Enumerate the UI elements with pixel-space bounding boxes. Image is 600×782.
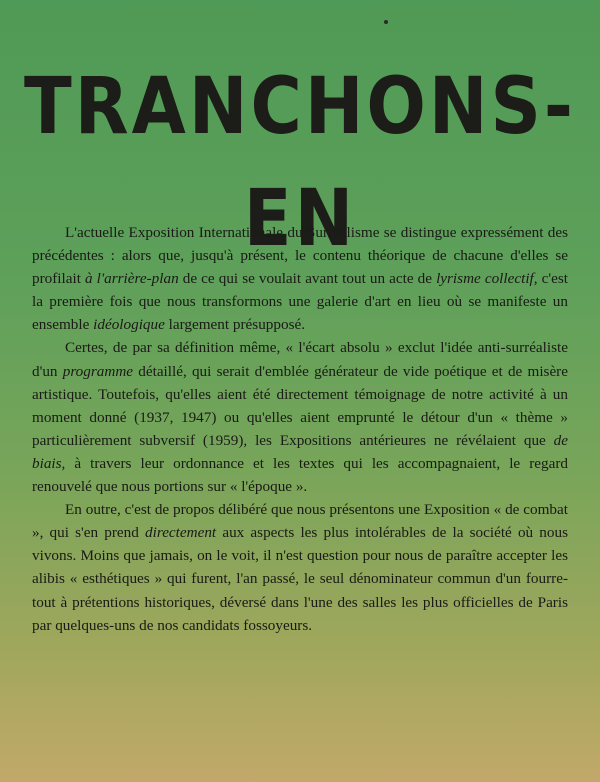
paragraph-2: Certes, de par sa définition même, « l'écart absolu » exclut l'idée anti-surréaliste d'un programme détaillé, qui serait d'emblée générateur de vide poétique et de misère artistique. Toutefois, qu'elles aient été directement témoignage de notre activité à un moment donné (1937, 1947) ou qu'elles aient emprunté le détour d'un « thème » particulièrement subversif (1959), les Expositions antérieures ne révélaient que de biais, à travers leur ordonnance et les textes qui les accompagnaient, le regard renouvelé que nous portions sur « l'époque ». [32, 339, 568, 496]
ink-dot [384, 20, 388, 24]
paragraph-1: L'actuelle Exposition Internationale du Surréalisme se distingue expressément des précédentes : alors que, jusqu'à présent, le contenu théorique de chacune d'elles se profilait à l'arrière-plan de ce qui se voulait avant tout un acte de lyrisme collectif, c'est la première fois que nous transformons une galerie d'art en lieu où se manifeste un ensemble idéologique largement présupposé. [32, 224, 568, 334]
paragraph-3: En outre, c'est de propos délibéré que nous présentons une Exposition « de combat », qui s'en prend directement aux aspects les plus intolérables de la société où nous vivons. Moins que jamais, on le voit, il n'est question pour nous de paraître accepter les alibis « esthétiques » qui furent, l'an passé, le seul dénominateur commun d'un fourre-tout à prétentions historiques, déversé dans l'une des salles les plus officielles de Paris par quelques-uns de nos candidats fossoyeurs. [32, 501, 568, 634]
body-text [32, 221, 568, 637]
page-title: TRANCHONS-EN [24, 60, 576, 264]
